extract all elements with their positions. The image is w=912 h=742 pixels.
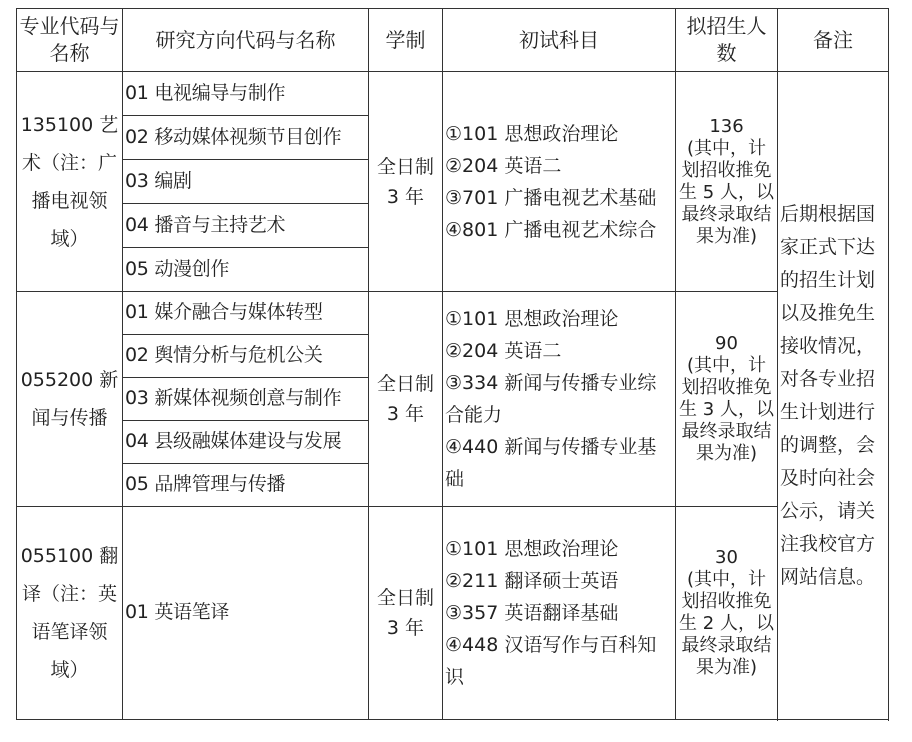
major-cell: 135100 艺术（注：广播电视领域） xyxy=(17,72,123,292)
exam-subject: ②211 翻译硕士英语 xyxy=(445,570,619,592)
header-note: 备注 xyxy=(778,9,889,72)
exam-subject: ④440 新闻与传播专业基础 xyxy=(445,436,657,490)
system-cell: 全日制 3 年 xyxy=(369,507,443,720)
header-direction: 研究方向代码与名称 xyxy=(123,9,369,72)
exam-subject: ④448 汉语写作与百科知识 xyxy=(445,634,657,688)
exam-subject: ②204 英语二 xyxy=(445,154,562,177)
major-cell: 055100 翻译（注：英语笔译领域） xyxy=(17,507,123,720)
system-cell: 全日制 3 年 xyxy=(369,72,443,292)
direction-cell: 01 电视编导与制作 xyxy=(123,72,369,116)
exam-subject: ③357 英语翻译基础 xyxy=(445,602,619,624)
direction-cell: 05 品牌管理与传播 xyxy=(123,464,369,507)
header-system: 学制 xyxy=(369,9,443,72)
quota-cell xyxy=(676,507,778,720)
direction-cell: 05 动漫创作 xyxy=(123,248,369,292)
exam-subject: ①101 思想政治理论 xyxy=(445,308,619,330)
direction-cell: 01 英语笔译 xyxy=(123,507,369,720)
exam-subject: ②204 英语二 xyxy=(445,340,562,362)
direction-cell: 04 县级融媒体建设与发展 xyxy=(123,421,369,464)
exam-subject: ③701 广播电视艺术基础 xyxy=(445,186,657,209)
header-row xyxy=(17,9,889,72)
direction-cell: 02 舆情分析与危机公关 xyxy=(123,335,369,378)
exam-subject: ④801 广播电视艺术综合 xyxy=(445,218,657,241)
direction-cell: 04 播音与主持艺术 xyxy=(123,204,369,248)
admissions-table xyxy=(16,8,889,720)
header-exam: 初试科目 xyxy=(443,9,676,72)
quota-cell xyxy=(676,292,778,507)
major-cell: 055200 新闻与传播 xyxy=(17,292,123,507)
exam-subject: ①101 思想政治理论 xyxy=(445,538,619,560)
quota-note: (其中，计划招收推免生 5 人，以最终录取结果为准) xyxy=(679,137,774,247)
remarks-cell: 后期根据国家正式下达的招生计划以及推免生接收情况，对各专业招生计划进行的调整，会及时向社会公示，请关注我校官方网站信息。 xyxy=(778,72,889,720)
exam-cell xyxy=(443,72,676,292)
header-major: 专业代码与名称 xyxy=(17,9,123,72)
quota-number: 136 xyxy=(709,115,744,137)
exam-cell xyxy=(443,507,676,720)
quota-number: 30 xyxy=(715,547,738,568)
direction-cell: 02 移动媒体视频节目创作 xyxy=(123,116,369,160)
quota-cell xyxy=(676,72,778,292)
exam-subject: ③334 新闻与传播专业综合能力 xyxy=(445,372,657,426)
header-quota: 拟招生人数 xyxy=(676,9,778,72)
table-row xyxy=(17,72,889,116)
table-row xyxy=(17,507,889,720)
table-row xyxy=(17,292,889,335)
exam-cell xyxy=(443,292,676,507)
direction-cell: 03 新媒体视频创意与制作 xyxy=(123,378,369,421)
quota-note: (其中，计划招收推免生 3 人，以最终录取结果为准) xyxy=(679,355,774,464)
system-cell: 全日制 3 年 xyxy=(369,292,443,507)
quota-note: (其中，计划招收推免生 2 人，以最终录取结果为准) xyxy=(679,569,774,678)
exam-subject: ①101 思想政治理论 xyxy=(445,122,619,145)
direction-cell: 03 编剧 xyxy=(123,160,369,204)
direction-cell: 01 媒介融合与媒体转型 xyxy=(123,292,369,335)
quota-number: 90 xyxy=(715,333,738,354)
